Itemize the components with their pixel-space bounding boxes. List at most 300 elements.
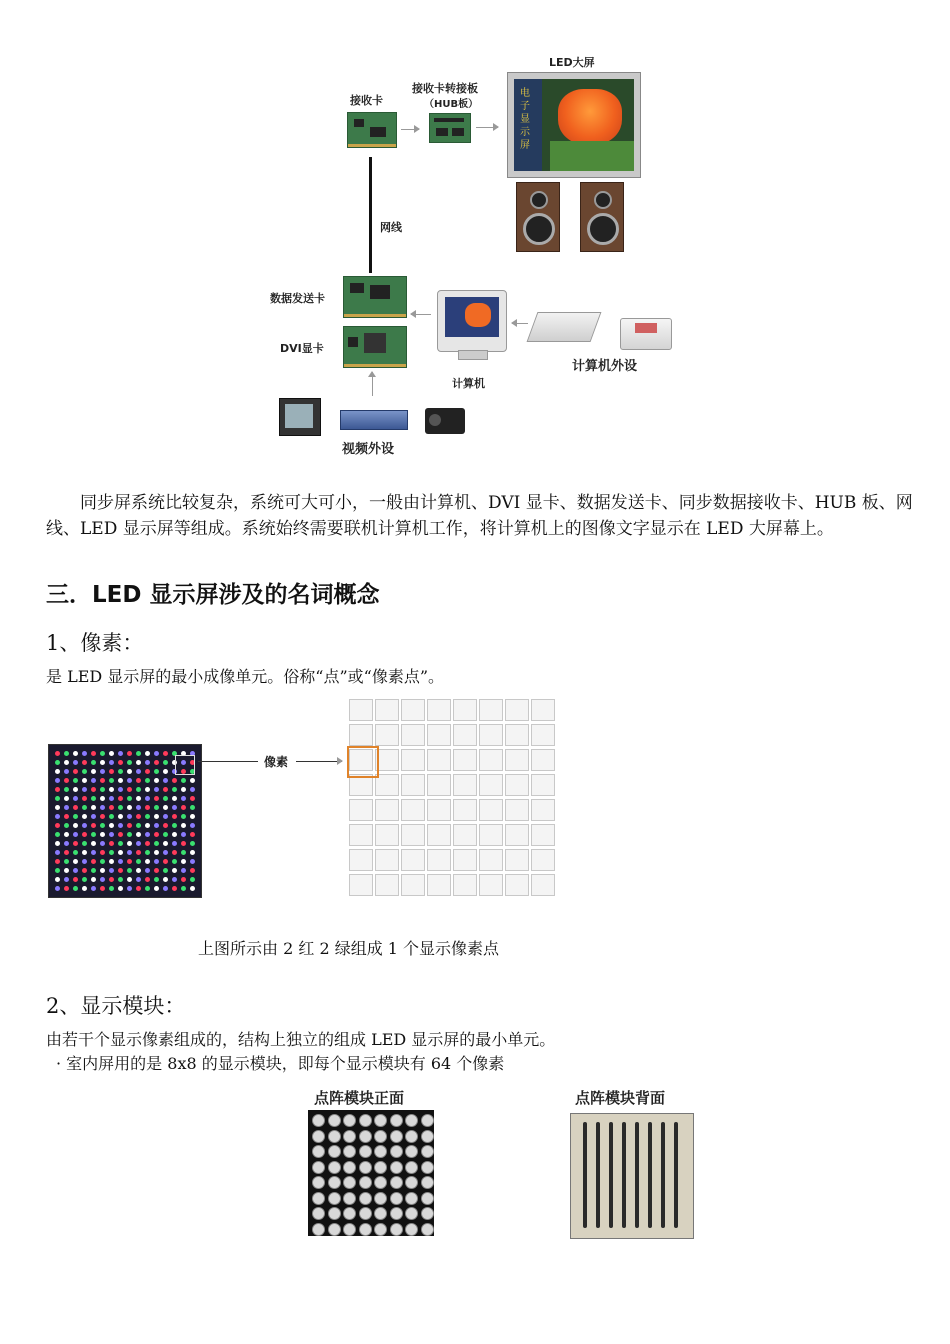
- item-2-text: 由若干个显示像素组成的，结构上独立的组成 LED 显示屏的最小单元。: [46, 1030, 556, 1049]
- led-dot: [127, 769, 132, 774]
- led-dot: [73, 814, 78, 819]
- pixel-cell: [401, 824, 425, 846]
- pixel-cell: [375, 699, 399, 721]
- led-dot: [91, 841, 96, 846]
- led-dot: [64, 814, 69, 819]
- pixel-cell: [479, 699, 503, 721]
- item-2-title: 2、显示模块：: [46, 994, 186, 1018]
- led-dot: [172, 841, 177, 846]
- video-peripherals-label: 视频外设: [342, 442, 395, 457]
- pixel-cell: [531, 874, 555, 896]
- module-led-dot: [312, 1223, 325, 1236]
- led-dot: [127, 850, 132, 855]
- led-dot: [172, 859, 177, 864]
- module-led-dot: [343, 1130, 356, 1143]
- led-big-screen: [507, 72, 641, 178]
- led-dot: [181, 877, 186, 882]
- led-dot: [181, 796, 186, 801]
- module-led-dot: [390, 1207, 403, 1220]
- led-dot: [82, 886, 87, 891]
- led-dot: [55, 877, 60, 882]
- led-dot: [145, 787, 150, 792]
- pixel-cell: [453, 749, 477, 771]
- led-dot: [163, 778, 168, 783]
- pixel-cell: [427, 824, 451, 846]
- pixel-highlight-small: [175, 755, 195, 775]
- pixel-cell: [349, 824, 373, 846]
- led-dot: [91, 760, 96, 765]
- led-dot: [118, 787, 123, 792]
- module-led-dot: [374, 1176, 387, 1189]
- led-dot: [109, 841, 114, 846]
- led-dot: [190, 814, 195, 819]
- led-dot: [109, 751, 114, 756]
- led-dot: [145, 841, 150, 846]
- pixel-cell: [479, 874, 503, 896]
- led-dot: [82, 814, 87, 819]
- pixel-cell: [531, 799, 555, 821]
- pixel-cell: [375, 824, 399, 846]
- led-dot: [172, 823, 177, 828]
- module-back-photo: [570, 1113, 694, 1239]
- computer-label: 计算机: [452, 377, 485, 390]
- led-dot: [136, 823, 141, 828]
- led-dot: [109, 796, 114, 801]
- led-dot: [55, 751, 60, 756]
- led-dot: [82, 841, 87, 846]
- led-dot: [64, 751, 69, 756]
- led-dot: [73, 787, 78, 792]
- led-dot: [118, 877, 123, 882]
- led-dot: [172, 832, 177, 837]
- led-dot: [136, 859, 141, 864]
- led-dot: [109, 805, 114, 810]
- led-dot: [73, 760, 78, 765]
- led-dot: [163, 868, 168, 873]
- module-led-dot: [343, 1223, 356, 1236]
- module-led-dot: [421, 1114, 434, 1127]
- module-pin-row: [609, 1122, 613, 1228]
- led-dot: [109, 760, 114, 765]
- led-dot: [163, 769, 168, 774]
- led-dot: [109, 769, 114, 774]
- led-dot: [136, 877, 141, 882]
- pixel-cell: [531, 699, 555, 721]
- hub-board: [429, 113, 471, 143]
- module-led-dot: [359, 1130, 372, 1143]
- module-led-dot: [374, 1114, 387, 1127]
- led-dot: [82, 805, 87, 810]
- pixel-cell: [479, 799, 503, 821]
- module-led-dot: [312, 1130, 325, 1143]
- pixel-cell: [401, 774, 425, 796]
- led-dot: [73, 859, 78, 864]
- led-dot: [190, 787, 195, 792]
- pixel-cell: [401, 749, 425, 771]
- led-dot: [109, 868, 114, 873]
- led-dot: [181, 850, 186, 855]
- paragraph-sync-screen: 同步屏系统比较复杂，系统可大可小，一般由计算机、DVI 显卡、数据发送卡、同步数据接收卡、HUB 板、网线、LED 显示屏等组成。系统始终需要联机计算机工作，将计算机上的图像文字显示在 LED 大屏幕上。: [46, 493, 913, 539]
- pixel-cell: [375, 874, 399, 896]
- led-dot: [118, 841, 123, 846]
- led-dot: [109, 778, 114, 783]
- receive-card-label: 接收卡: [350, 94, 383, 107]
- led-dot: [136, 769, 141, 774]
- led-dot: [127, 823, 132, 828]
- led-dot: [118, 814, 123, 819]
- module-led-dot: [359, 1192, 372, 1205]
- led-dot: [82, 877, 87, 882]
- led-dot: [154, 859, 159, 864]
- module-led-dot: [421, 1223, 434, 1236]
- led-dot: [145, 769, 150, 774]
- led-dot: [154, 778, 159, 783]
- led-dot: [190, 796, 195, 801]
- led-dot: [91, 850, 96, 855]
- led-dot: [64, 841, 69, 846]
- led-dot: [73, 832, 78, 837]
- tulip-image: [558, 89, 622, 145]
- led-dot: [127, 886, 132, 891]
- pixel-cell: [479, 724, 503, 746]
- led-dot: [181, 778, 186, 783]
- led-dot: [64, 778, 69, 783]
- led-dot: [172, 778, 177, 783]
- module-led-dot: [405, 1145, 418, 1158]
- led-dot: [64, 832, 69, 837]
- vcr-player: [340, 410, 408, 430]
- led-dot: [100, 841, 105, 846]
- pixel-cell: [427, 699, 451, 721]
- pixel-cell: [505, 874, 529, 896]
- led-dot: [91, 778, 96, 783]
- led-dot: [64, 769, 69, 774]
- led-dot: [163, 886, 168, 891]
- speaker-left: [516, 182, 560, 252]
- pixel-cell: [349, 849, 373, 871]
- pixel-cell: [453, 874, 477, 896]
- module-led-dot: [374, 1192, 387, 1205]
- led-dot: [190, 886, 195, 891]
- led-dot: [145, 814, 150, 819]
- led-dot: [136, 841, 141, 846]
- led-dot: [136, 778, 141, 783]
- led-dot: [91, 769, 96, 774]
- module-led-dot: [328, 1223, 341, 1236]
- pixel-highlight-box: [347, 746, 379, 778]
- led-dot: [91, 868, 96, 873]
- module-led-dot: [421, 1130, 434, 1143]
- led-dot: [163, 850, 168, 855]
- led-dot: [73, 886, 78, 891]
- pixel-cell: [427, 799, 451, 821]
- led-dot: [109, 787, 114, 792]
- led-dot: [55, 823, 60, 828]
- led-screen-label: LED大屏: [549, 56, 595, 69]
- led-dot: [190, 841, 195, 846]
- led-dot: [145, 805, 150, 810]
- led-dot: [118, 796, 123, 801]
- led-dot: [73, 751, 78, 756]
- scanner: [527, 312, 602, 342]
- pixel-cell: [453, 824, 477, 846]
- led-dot: [55, 778, 60, 783]
- led-dot: [100, 751, 105, 756]
- led-dot: [109, 859, 114, 864]
- led-dot: [154, 886, 159, 891]
- module-led-dot: [312, 1207, 325, 1220]
- led-dot: [91, 796, 96, 801]
- module-led-dot: [343, 1114, 356, 1127]
- module-led-dot: [312, 1161, 325, 1174]
- led-dot: [55, 859, 60, 864]
- led-dot: [82, 832, 87, 837]
- module-led-dot: [405, 1176, 418, 1189]
- pixel-cell: [375, 799, 399, 821]
- led-dot: [82, 859, 87, 864]
- led-dot: [181, 859, 186, 864]
- led-dot: [190, 823, 195, 828]
- module-led-dot: [343, 1161, 356, 1174]
- led-dot: [190, 877, 195, 882]
- led-dot: [145, 823, 150, 828]
- led-dot: [55, 841, 60, 846]
- led-dot: [100, 796, 105, 801]
- led-dot: [55, 787, 60, 792]
- pixel-cell: [427, 874, 451, 896]
- led-dot: [118, 832, 123, 837]
- led-dot: [64, 868, 69, 873]
- led-dot: [136, 760, 141, 765]
- led-dot: [154, 877, 159, 882]
- module-led-dot: [421, 1161, 434, 1174]
- led-dot: [64, 805, 69, 810]
- led-dot: [82, 787, 87, 792]
- module-led-dot: [312, 1192, 325, 1205]
- module-led-dot: [374, 1145, 387, 1158]
- module-led-dot: [421, 1192, 434, 1205]
- led-dot: [154, 751, 159, 756]
- led-dot: [154, 850, 159, 855]
- pixel-cell: [349, 724, 373, 746]
- led-dot: [91, 877, 96, 882]
- led-dot: [127, 841, 132, 846]
- led-dot: [163, 796, 168, 801]
- led-dot: [136, 787, 141, 792]
- module-led-dot: [359, 1176, 372, 1189]
- led-dot: [82, 823, 87, 828]
- led-dot: [172, 886, 177, 891]
- module-led-dot: [328, 1130, 341, 1143]
- led-dot: [91, 886, 96, 891]
- led-dot: [100, 769, 105, 774]
- module-led-dot: [421, 1145, 434, 1158]
- module-led-dot: [312, 1176, 325, 1189]
- module-pin-row: [635, 1122, 639, 1228]
- printer: [620, 318, 672, 350]
- led-dot: [127, 778, 132, 783]
- pixel-cell: [427, 849, 451, 871]
- led-dot: [55, 850, 60, 855]
- arrow-video-to-dvi: [372, 372, 373, 396]
- dvi-card: [343, 326, 407, 368]
- led-dot: [181, 787, 186, 792]
- pixel-cell: [505, 799, 529, 821]
- led-dot: [181, 868, 186, 873]
- led-dot: [73, 841, 78, 846]
- module-led-dot: [328, 1176, 341, 1189]
- led-dot: [64, 796, 69, 801]
- module-pin-row: [661, 1122, 665, 1228]
- led-dot: [100, 877, 105, 882]
- led-dot: [127, 751, 132, 756]
- led-dot: [181, 823, 186, 828]
- module-led-dot: [359, 1161, 372, 1174]
- led-dot: [91, 823, 96, 828]
- pixel-cell: [505, 824, 529, 846]
- led-dot: [136, 850, 141, 855]
- pixel-cell: [427, 774, 451, 796]
- led-dot: [82, 751, 87, 756]
- led-dot: [100, 814, 105, 819]
- data-send-card: [343, 276, 407, 318]
- led-dot: [127, 805, 132, 810]
- led-dot: [145, 778, 150, 783]
- led-dot: [91, 859, 96, 864]
- led-dot: [100, 823, 105, 828]
- pixel-cell: [479, 749, 503, 771]
- led-dot: [181, 805, 186, 810]
- led-dot: [118, 886, 123, 891]
- module-led-dot: [405, 1223, 418, 1236]
- module-led-dot: [390, 1223, 403, 1236]
- led-dot: [145, 751, 150, 756]
- module-front-photo: [308, 1110, 434, 1236]
- led-dot: [172, 796, 177, 801]
- led-dot: [136, 751, 141, 756]
- led-dot: [82, 778, 87, 783]
- pixel-cell: [531, 774, 555, 796]
- led-dot: [73, 796, 78, 801]
- led-dot: [154, 787, 159, 792]
- led-dot: [172, 850, 177, 855]
- pixel-cell: [427, 724, 451, 746]
- led-dot: [55, 769, 60, 774]
- led-dot: [64, 850, 69, 855]
- led-dot: [118, 751, 123, 756]
- led-dot: [82, 850, 87, 855]
- item-1-title: 1、像素：: [46, 631, 144, 655]
- pixel-cell: [531, 849, 555, 871]
- led-dot: [172, 868, 177, 873]
- led-dot: [136, 868, 141, 873]
- module-pin-row: [648, 1122, 652, 1228]
- module-led-dot: [343, 1145, 356, 1158]
- module-led-dot: [390, 1161, 403, 1174]
- pixel-cell: [349, 699, 373, 721]
- led-dot: [190, 832, 195, 837]
- led-dot: [154, 796, 159, 801]
- module-led-dot: [390, 1114, 403, 1127]
- module-led-dot: [405, 1114, 418, 1127]
- screen-text: 电子显示屏: [520, 88, 530, 151]
- led-dot: [163, 760, 168, 765]
- led-dot: [100, 787, 105, 792]
- led-dot: [136, 805, 141, 810]
- led-dot: [82, 769, 87, 774]
- led-dot: [91, 751, 96, 756]
- led-dot: [163, 877, 168, 882]
- led-dot: [163, 751, 168, 756]
- led-dot: [73, 778, 78, 783]
- led-dot: [55, 796, 60, 801]
- tv-set: [279, 398, 321, 436]
- module-led-dot: [359, 1145, 372, 1158]
- module-back-label: 点阵模块背面: [575, 1089, 666, 1107]
- module-pin-row: [622, 1122, 626, 1228]
- pixel-cell: [453, 724, 477, 746]
- led-dot: [91, 832, 96, 837]
- module-led-dot: [343, 1192, 356, 1205]
- led-dot: [145, 760, 150, 765]
- led-dot: [163, 832, 168, 837]
- computer-peripherals-label: 计算机外设: [572, 359, 638, 374]
- adapter-board-label: 接收卡转接板: [412, 82, 478, 95]
- led-dot: [136, 886, 141, 891]
- led-dot: [163, 859, 168, 864]
- pixel-cell: [453, 774, 477, 796]
- pixel-caption: 上图所示由 2 红 2 绿组成 1 个显示像素点: [198, 939, 500, 958]
- led-dot: [163, 787, 168, 792]
- led-dot: [190, 805, 195, 810]
- pixel-cell: [401, 849, 425, 871]
- pixel-cell: [531, 749, 555, 771]
- pixel-cell: [479, 849, 503, 871]
- led-dot: [127, 868, 132, 873]
- module-led-dot: [390, 1145, 403, 1158]
- module-led-dot: [328, 1207, 341, 1220]
- led-dot: [100, 778, 105, 783]
- led-dot: [154, 814, 159, 819]
- led-dot: [163, 841, 168, 846]
- pixel-cell: [375, 724, 399, 746]
- led-dot: [172, 787, 177, 792]
- module-led-dot: [328, 1114, 341, 1127]
- pixel-cell: [375, 849, 399, 871]
- led-dot: [100, 886, 105, 891]
- dvi-card-label: DVI显卡: [280, 342, 324, 355]
- arrow-peripherals-to-computer: [512, 323, 528, 324]
- pixel-cell: [505, 774, 529, 796]
- pixel-leader-line-left: [198, 761, 258, 762]
- module-led-dot: [390, 1176, 403, 1189]
- led-dot: [82, 796, 87, 801]
- led-dot: [190, 850, 195, 855]
- led-dot: [154, 841, 159, 846]
- module-led-dot: [359, 1207, 372, 1220]
- led-dot: [145, 859, 150, 864]
- led-dot: [181, 841, 186, 846]
- led-dot: [181, 832, 186, 837]
- led-dot: [127, 796, 132, 801]
- led-dot: [181, 814, 186, 819]
- led-dot: [118, 823, 123, 828]
- network-cable-label: 网线: [380, 221, 402, 234]
- led-dot: [154, 832, 159, 837]
- led-dot: [64, 787, 69, 792]
- arrow-receive-to-adapter: [401, 129, 419, 130]
- module-pin-row: [596, 1122, 600, 1228]
